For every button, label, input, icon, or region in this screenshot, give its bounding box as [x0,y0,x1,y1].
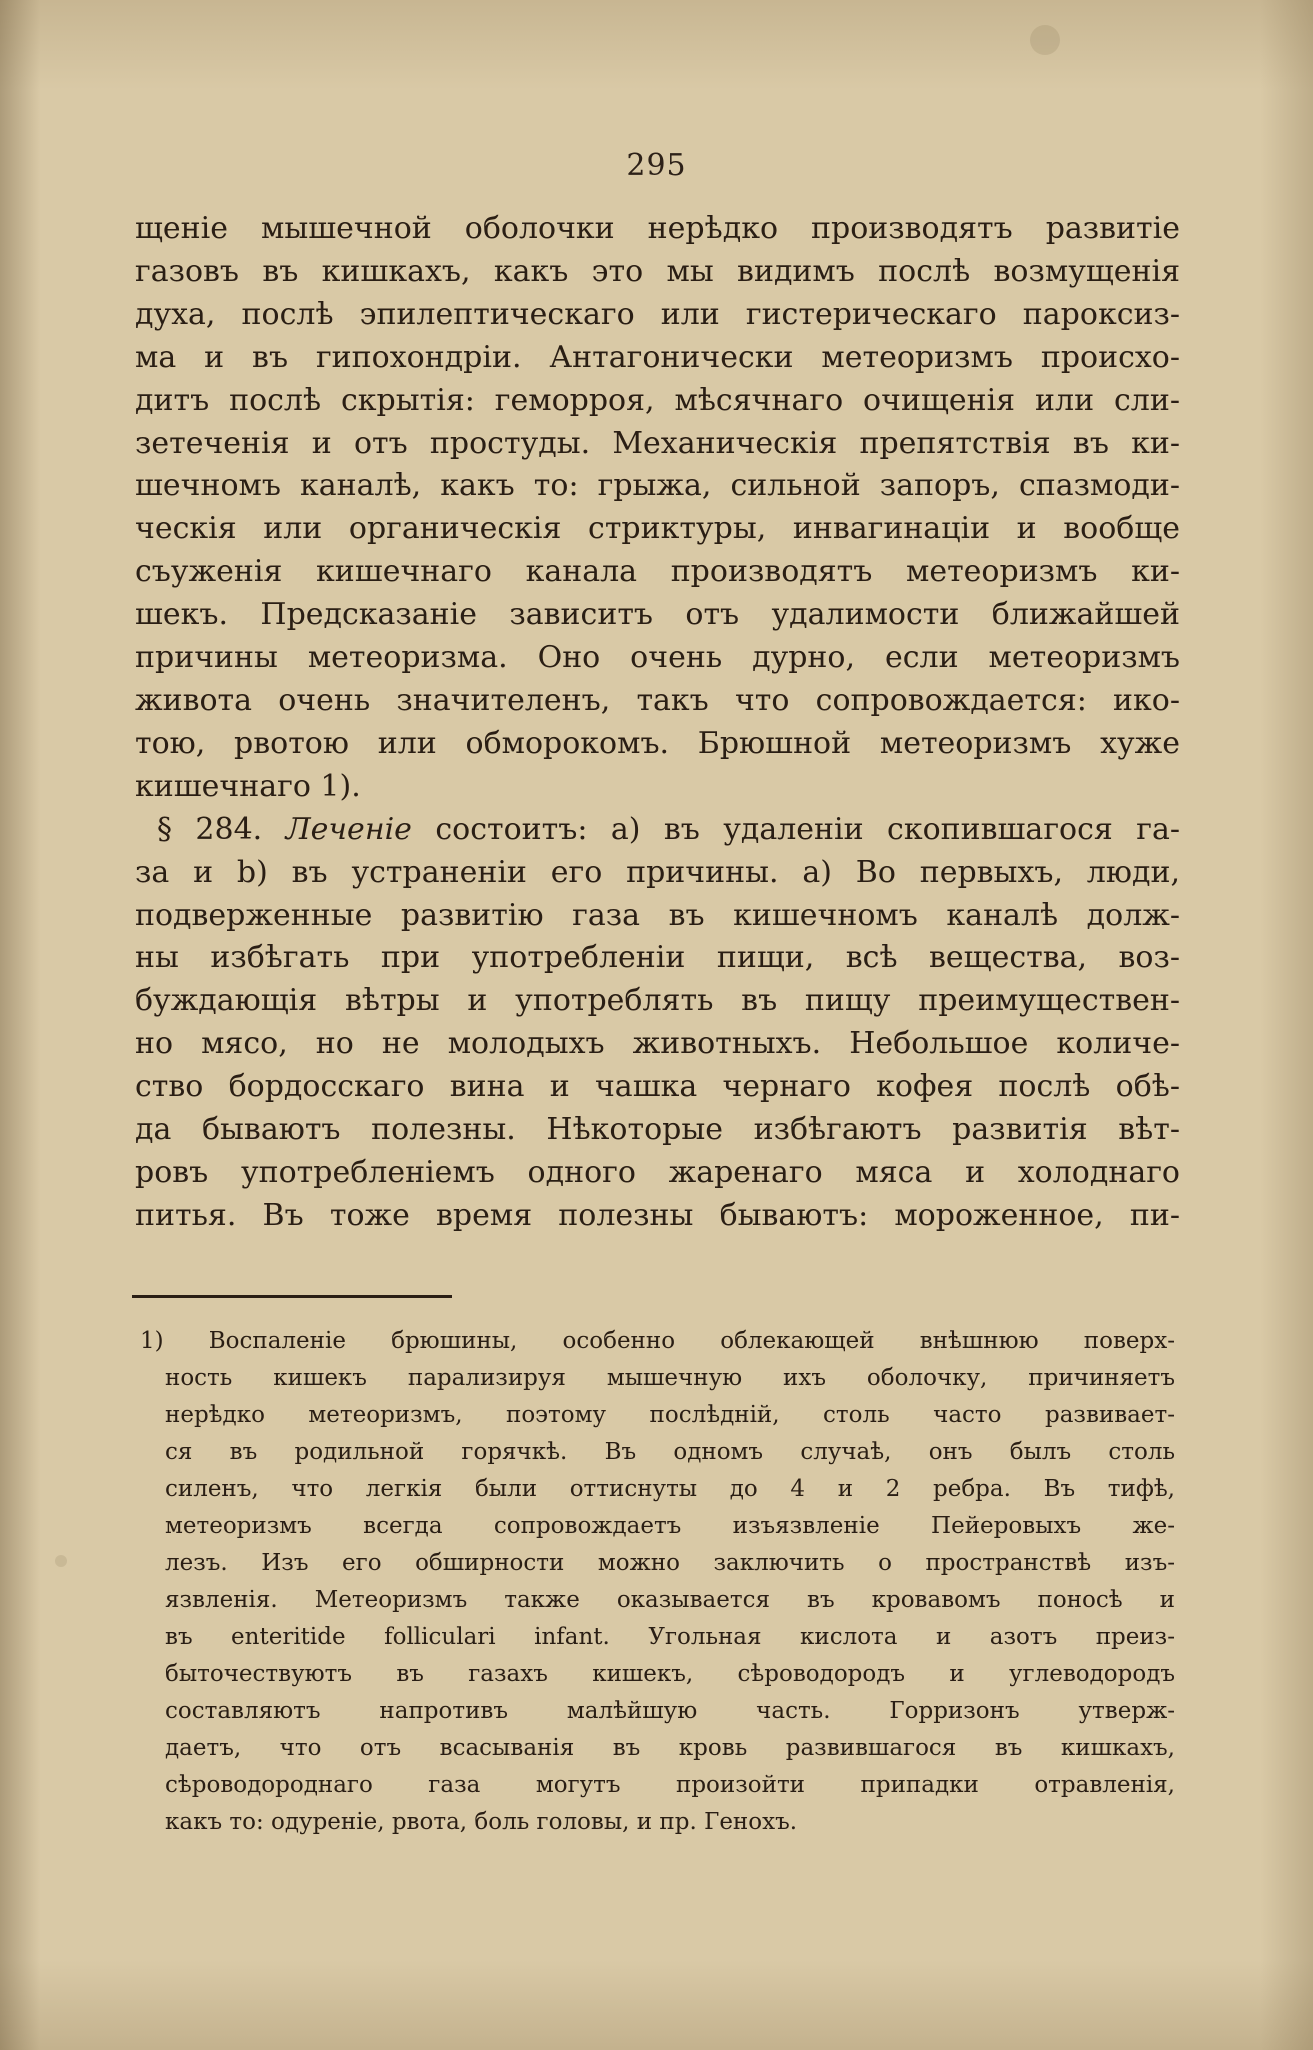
footnote-line: составляютъ напротивъ малѣйшую часть. Горризонъ утверж- [165,1698,1175,1724]
footnote-line: какъ то: одуреніе, рвота, боль головы, и пр. Генохъ. [165,1809,798,1835]
section-first-line-rest: состоитъ: а) въ удаленіи скопившагося га- [435,811,1180,847]
text-line: шекъ. Предсказаніе зависитъ отъ удалимости ближайшей [135,597,1180,633]
paper-stain [55,1555,67,1567]
footnote-line: ность кишекъ парализируя мышечную ихъ оболочку, причиняетъ [165,1365,1175,1391]
text-line: дитъ послѣ скрытія: геморроя, мѣсячнаго очищенія или сли- [135,382,1180,418]
footnote-line: лезъ. Изъ его обширности можно заключить о пространствѣ изъ- [165,1550,1175,1576]
footnote-line: въ enteritide folliculari infant. Угольная кислота и азотъ преиз- [165,1624,1175,1650]
text-line: да бываютъ полезны. Нѣкоторые избѣгаютъ развитія вѣт- [135,1112,1180,1148]
footnote-line: быточествуютъ въ газахъ кишекъ, сѣроводородъ и углеводородъ [165,1661,1175,1687]
footnote-line: нерѣдко метеоризмъ, поэтому послѣдній, столь часто развивает- [165,1402,1175,1428]
text-line: буждающія вѣтры и употреблять въ пищу преимуществен- [135,983,1180,1019]
text-line: тою, рвотою или обморокомъ. Брюшной метеоризмъ хуже [135,725,1180,761]
text-line: но мясо, но не молодыхъ животныхъ. Небольшое количе- [135,1026,1180,1062]
paper-stain [1030,25,1060,55]
text-line: ческія или органическія стриктуры, инвагинаціи и вообще [135,511,1180,547]
page-number: 295 [626,148,687,183]
text-line: газовъ въ кишкахъ, какъ это мы видимъ послѣ возмущенія [135,253,1180,289]
footnote-line: ся въ родильной горячкѣ. Въ одномъ случаѣ, онъ былъ столь [165,1439,1175,1465]
text-line: зетеченія и отъ простуды. Механическія препятствія въ ки- [135,425,1180,461]
section-first-line [135,809,1180,852]
text-line: ны избѣгать при употребленіи пищи, всѣ вещества, воз- [135,940,1180,976]
footnote-line: сѣроводороднаго газа могутъ произойти припадки отравленія, [165,1772,1175,1798]
footnote-line: 1) Воспаленіе брюшины, особенно облекающей внѣшнюю поверх- [140,1328,1175,1354]
footnote-line: даетъ, что отъ всасыванія въ кровь развившагося въ кишкахъ, [165,1735,1175,1761]
section-number: § 284. [157,811,263,847]
footnote [140,1323,1175,1841]
text-line: съуженія кишечнаго канала производятъ метеоризмъ ки- [135,554,1180,590]
text-line: шечномъ каналѣ, какъ то: грыжа, сильной запоръ, спазмоди- [135,468,1180,504]
text-line: питья. Въ тоже время полезны бываютъ: мороженное, пи- [135,1197,1180,1233]
text-line: щеніе мышечной оболочки нерѣдко производятъ развитіе [135,211,1180,246]
text-line: причины метеоризма. Оно очень дурно, если метеоризмъ [135,640,1180,676]
text-line: ровъ употребленіемъ одного жаренаго мяса и холоднаго [135,1154,1180,1190]
text-line: за и b) въ устраненіи его причины. а) Во первыхъ, люди, [135,854,1180,890]
section-lead-word: Леченіе [285,811,412,847]
main-text [135,208,1180,1238]
text-line: подверженные развитію газа въ кишечномъ каналѣ долж- [135,897,1180,933]
footnote-line: язвленія. Метеоризмъ также оказывается въ кровавомъ поносѣ и [165,1587,1175,1613]
footnote-separator [132,1295,452,1298]
text-line: ма и въ гипохондріи. Антагонически метеоризмъ происхо- [135,339,1180,375]
footnote-line: силенъ, что легкія были оттиснуты до 4 и 2 ребра. Въ тифѣ, [165,1476,1175,1502]
text-line: ство бордосскаго вина и чашка чернаго кофея послѣ обѣ- [135,1069,1180,1105]
text-line: живота очень значителенъ, такъ что сопровождается: ико- [135,682,1180,718]
text-line: духа, послѣ эпилептическаго или гистерическаго пароксиз- [135,296,1180,332]
footnote-line: метеоризмъ всегда сопровождаетъ изъязвленіе Пейеровыхъ же- [165,1513,1175,1539]
text-line: кишечнаго 1). [135,768,361,804]
